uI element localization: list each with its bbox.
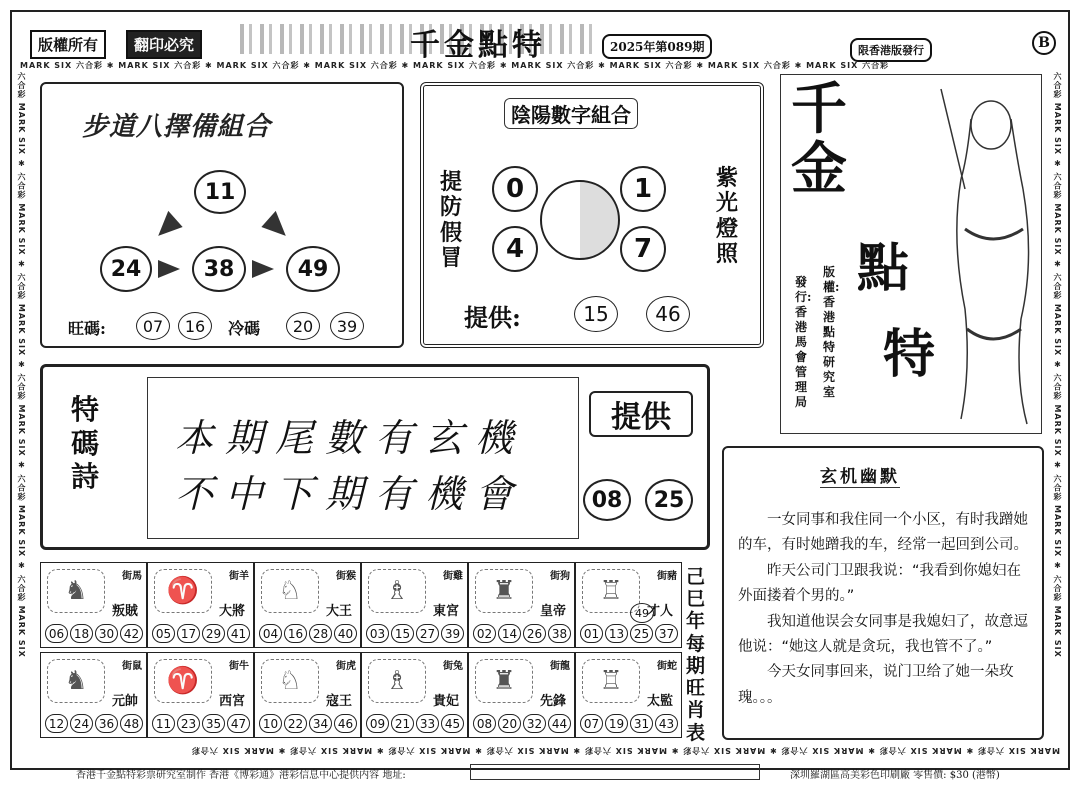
zodiac-number: 13 — [605, 624, 628, 643]
zodiac-animal-icon: ♈ — [154, 659, 212, 703]
footer-left: 香港千金點特彩票研究室制作 香港《博彩通》港彩信息中心提供内容 地址: — [76, 770, 406, 781]
uv-light-text: 紫光燈照 — [716, 165, 739, 267]
zodiac-number: 40 — [334, 624, 357, 643]
zodiac-title: 寇王 — [325, 694, 352, 709]
no-reprint-tag: 翻印必究 — [126, 30, 202, 59]
zodiac-animal-icon: ♞ — [47, 569, 105, 613]
zodiac-cell — [40, 652, 147, 738]
zodiac-cell — [147, 562, 254, 648]
cold-number-1: 20 — [286, 312, 320, 340]
poem-label: 特碼詩 — [71, 393, 100, 494]
poem-number-1: 08 — [583, 479, 631, 521]
zodiac-number: 03 — [366, 624, 389, 643]
provide-number-2: 46 — [646, 296, 690, 332]
story-panel — [722, 446, 1044, 740]
anti-fake-text: 提防假冒 — [440, 169, 463, 271]
banner-point-char-2: 特 — [883, 324, 936, 385]
zodiac-number: 01 — [580, 624, 603, 643]
zodiac-cell — [254, 562, 361, 648]
zodiac-number: 25 — [630, 624, 653, 643]
brand-strip-right: 六合彩 MARK SIX ✱ 六合彩 MARK SIX ✱ 六合彩 MARK SIX ✱ 六合彩 MARK SIX ✱ 六合彩 MARK SIX ✱ 六合彩 MARK SIX — [1053, 72, 1062, 658]
banner-point-char-1: 點 — [857, 238, 910, 299]
zodiac-animal-icon: ♈ — [154, 569, 212, 613]
story-paragraph: 今天女同事回来，说门卫给了她一朵玫瑰。。。 — [738, 664, 1014, 706]
story-title: 玄机幽默 — [820, 462, 900, 488]
hot-number-2: 16 — [178, 312, 212, 340]
zodiac-animal-icon: ♜ — [475, 659, 533, 703]
story-paragraph: 我知道他误会女同事是我媳妇了，故意逗他说：“她这人就是贪玩，我也管不了。” — [738, 613, 1028, 655]
yinyang-digit-2: 1 — [620, 166, 666, 212]
zodiac-title: 大王 — [325, 604, 352, 619]
zodiac-number-row — [366, 714, 464, 733]
zodiac-number: 37 — [655, 624, 678, 643]
zodiac-title: 西宮 — [218, 694, 245, 709]
zodiac-number: 04 — [259, 624, 282, 643]
zodiac-cell — [254, 652, 361, 738]
zodiac-number-row — [580, 624, 678, 643]
zodiac-number: 16 — [284, 624, 307, 643]
zodiac-number: 41 — [227, 624, 250, 643]
zodiac-title: 貴妃 — [432, 694, 459, 709]
combo-number-3: 49 — [286, 246, 340, 292]
zodiac-number: 29 — [202, 624, 225, 643]
zodiac-cell — [575, 652, 682, 738]
zodiac-number-row — [580, 714, 678, 733]
zodiac-animal-icon: ♞ — [47, 659, 105, 703]
zodiac-tag: 街狗 — [550, 571, 570, 582]
zodiac-number: 08 — [473, 714, 496, 733]
zodiac-cell — [361, 652, 468, 738]
zodiac-number: 35 — [202, 714, 225, 733]
zodiac-tag: 街虎 — [336, 661, 356, 672]
combo-number-2: 38 — [192, 246, 246, 292]
zodiac-number: 18 — [70, 624, 93, 643]
zodiac-animal-icon: ♘ — [261, 659, 319, 703]
zodiac-number: 36 — [95, 714, 118, 733]
provide-number-1: 15 — [574, 296, 618, 332]
eight-combo-title: 步道八擇備組合 — [82, 112, 272, 142]
banner-title-char-1: 千 — [791, 76, 847, 142]
zodiac-number: 43 — [655, 714, 678, 733]
poem-panel — [40, 364, 710, 550]
zodiac-number: 28 — [309, 624, 332, 643]
zodiac-tag: 街鼠 — [122, 661, 142, 672]
banner-title-char-2: 金 — [791, 136, 847, 202]
zodiac-number: 23 — [177, 714, 200, 733]
zodiac-number: 06 — [45, 624, 68, 643]
zodiac-cell — [361, 562, 468, 648]
zodiac-number: 05 — [152, 624, 175, 643]
zodiac-number: 12 — [45, 714, 68, 733]
provide-label: 提供: — [464, 303, 521, 332]
zodiac-tag: 街蛇 — [657, 661, 677, 672]
address-box — [470, 764, 760, 780]
yinyang-panel — [420, 82, 764, 348]
hot-label: 旺碼: — [68, 319, 106, 338]
story-paragraph: 一女同事和我住同一个小区，有时我蹭她的车，有时她蹭我的车，经常一起回到公司。 — [738, 512, 1028, 554]
zodiac-title: 皇帝 — [539, 604, 566, 619]
eight-combo-panel — [40, 82, 404, 348]
zodiac-animal-icon: ♖ — [582, 659, 640, 703]
zodiac-number: 33 — [416, 714, 439, 733]
arrow-left-icon — [151, 208, 182, 236]
zodiac-number: 26 — [523, 624, 546, 643]
yinyang-digit-1: 0 — [492, 166, 538, 212]
cold-number-2: 39 — [330, 312, 364, 340]
zodiac-title: 才人 — [646, 604, 673, 619]
zodiac-number: 14 — [498, 624, 521, 643]
zodiac-number: 27 — [416, 624, 439, 643]
paper-title: 千金點特 — [410, 28, 546, 63]
zodiac-cell — [468, 652, 575, 738]
zodiac-number-row — [473, 624, 571, 643]
zodiac-number: 24 — [70, 714, 93, 733]
poem-provide-label: 提供 — [589, 391, 693, 437]
hot-number-1: 07 — [136, 312, 170, 340]
zodiac-number: 34 — [309, 714, 332, 733]
model-figure-illustration — [931, 79, 1039, 429]
zodiac-title: 太監 — [646, 694, 673, 709]
edition-badge: B — [1032, 31, 1056, 55]
zodiac-animal-icon: ♖ — [582, 569, 640, 613]
title-banner — [780, 74, 1042, 434]
yinyang-digit-3: 4 — [492, 226, 538, 272]
yinyang-symbol-icon — [540, 180, 620, 260]
zodiac-number: 38 — [548, 624, 571, 643]
zodiac-number: 31 — [630, 714, 653, 733]
zodiac-number: 42 — [120, 624, 143, 643]
zodiac-number: 46 — [334, 714, 357, 733]
zodiac-title: 先鋒 — [539, 694, 566, 709]
poem-line-1: 本期尾數有玄機 — [175, 416, 526, 460]
zodiac-cell — [40, 562, 147, 648]
zodiac-number-row — [259, 624, 357, 643]
zodiac-tag: 街龍 — [550, 661, 570, 672]
zodiac-table — [40, 562, 684, 742]
zodiac-side-label: 己巳年每期旺肖表 — [686, 566, 706, 744]
arrow-right-icon — [158, 260, 180, 278]
zodiac-tag: 街豬 — [657, 571, 677, 582]
arrow-right-icon — [261, 208, 292, 236]
zodiac-cell — [147, 652, 254, 738]
zodiac-number-row — [259, 714, 357, 733]
zodiac-tag: 街馬 — [122, 571, 142, 582]
story-body — [738, 508, 1034, 711]
zodiac-cell — [468, 562, 575, 648]
zodiac-number: 19 — [605, 714, 628, 733]
zodiac-number: 10 — [259, 714, 282, 733]
zodiac-cell — [575, 562, 682, 648]
zodiac-animal-icon: ♗ — [368, 659, 426, 703]
yinyang-digit-4: 7 — [620, 226, 666, 272]
zodiac-number: 20 — [498, 714, 521, 733]
zodiac-number-row — [45, 714, 143, 733]
zodiac-number-row — [366, 624, 464, 643]
zodiac-animal-icon: ♗ — [368, 569, 426, 613]
banner-credit-1: 版權:香港點特研究室 — [823, 265, 840, 399]
zodiac-number: 21 — [391, 714, 414, 733]
cold-label: 冷碼 — [228, 319, 261, 338]
issue-number: 2025年第089期 — [602, 34, 712, 59]
zodiac-number: 32 — [523, 714, 546, 733]
zodiac-number: 47 — [227, 714, 250, 733]
combo-top-number: 11 — [194, 170, 246, 214]
zodiac-extra-number: 49 — [630, 603, 654, 623]
zodiac-title: 大將 — [218, 604, 245, 619]
zodiac-number: 11 — [152, 714, 175, 733]
zodiac-tag: 街牛 — [229, 661, 249, 672]
zodiac-number: 39 — [441, 624, 464, 643]
zodiac-number: 17 — [177, 624, 200, 643]
zodiac-number: 15 — [391, 624, 414, 643]
zodiac-number: 48 — [120, 714, 143, 733]
zodiac-number: 44 — [548, 714, 571, 733]
combo-number-1: 24 — [100, 246, 152, 292]
region-tag: 限香港版發行 — [850, 38, 932, 62]
zodiac-number: 02 — [473, 624, 496, 643]
zodiac-number: 22 — [284, 714, 307, 733]
zodiac-number: 07 — [580, 714, 603, 733]
zodiac-title: 元帥 — [111, 694, 138, 709]
banner-credit-2: 發行:香港馬會管理局 — [795, 275, 812, 409]
zodiac-tag: 街羊 — [229, 571, 249, 582]
zodiac-tag: 街兔 — [443, 661, 463, 672]
poem-number-2: 25 — [645, 479, 693, 521]
zodiac-title: 叛賊 — [111, 604, 138, 619]
poem-line-2: 不中下期有機會 — [175, 472, 526, 516]
zodiac-number-row — [45, 624, 143, 643]
zodiac-title: 東宮 — [432, 604, 459, 619]
zodiac-number-row — [152, 714, 250, 733]
zodiac-tag: 街雞 — [443, 571, 463, 582]
brand-strip-bottom: MARK SIX 六合彩 ✱ MARK SIX 六合彩 ✱ MARK SIX 六合彩 ✱ MARK SIX 六合彩 ✱ MARK SIX 六合彩 ✱ MARK SIX 六合彩 ✱ MARK SIX 六合彩 ✱ MARK SIX 六合彩 ✱ MARK SIX 六合彩 — [190, 746, 1060, 755]
brand-strip-left: 六合彩 MARK SIX ✱ 六合彩 MARK SIX ✱ 六合彩 MARK SIX ✱ 六合彩 MARK SIX ✱ 六合彩 MARK SIX ✱ 六合彩 MARK SIX — [17, 72, 26, 658]
zodiac-animal-icon: ♜ — [475, 569, 533, 613]
arrow-right-icon — [252, 260, 274, 278]
zodiac-number: 30 — [95, 624, 118, 643]
footer-right: 深圳羅湖區高美彩色印刷廠 零售價: $30 (港幣) — [790, 770, 1000, 781]
yinyang-title: 陰陽數字組合 — [504, 98, 638, 129]
zodiac-tag: 街猴 — [336, 571, 356, 582]
zodiac-number: 45 — [441, 714, 464, 733]
zodiac-animal-icon: ♘ — [261, 569, 319, 613]
zodiac-number: 09 — [366, 714, 389, 733]
copyright-tag: 版權所有 — [30, 30, 106, 59]
story-paragraph: 昨天公司门卫跟我说：“我看到你媳妇在外面搂着个男的。” — [738, 562, 1022, 605]
brand-strip-top: MARK SIX 六合彩 ✱ MARK SIX 六合彩 ✱ MARK SIX 六合彩 ✱ MARK SIX 六合彩 ✱ MARK SIX 六合彩 ✱ MARK SIX 六合彩 ✱ MARK SIX 六合彩 ✱ MARK SIX 六合彩 ✱ MARK SIX 六合彩 — [20, 61, 890, 70]
zodiac-number-row — [152, 624, 250, 643]
zodiac-number-row — [473, 714, 571, 733]
